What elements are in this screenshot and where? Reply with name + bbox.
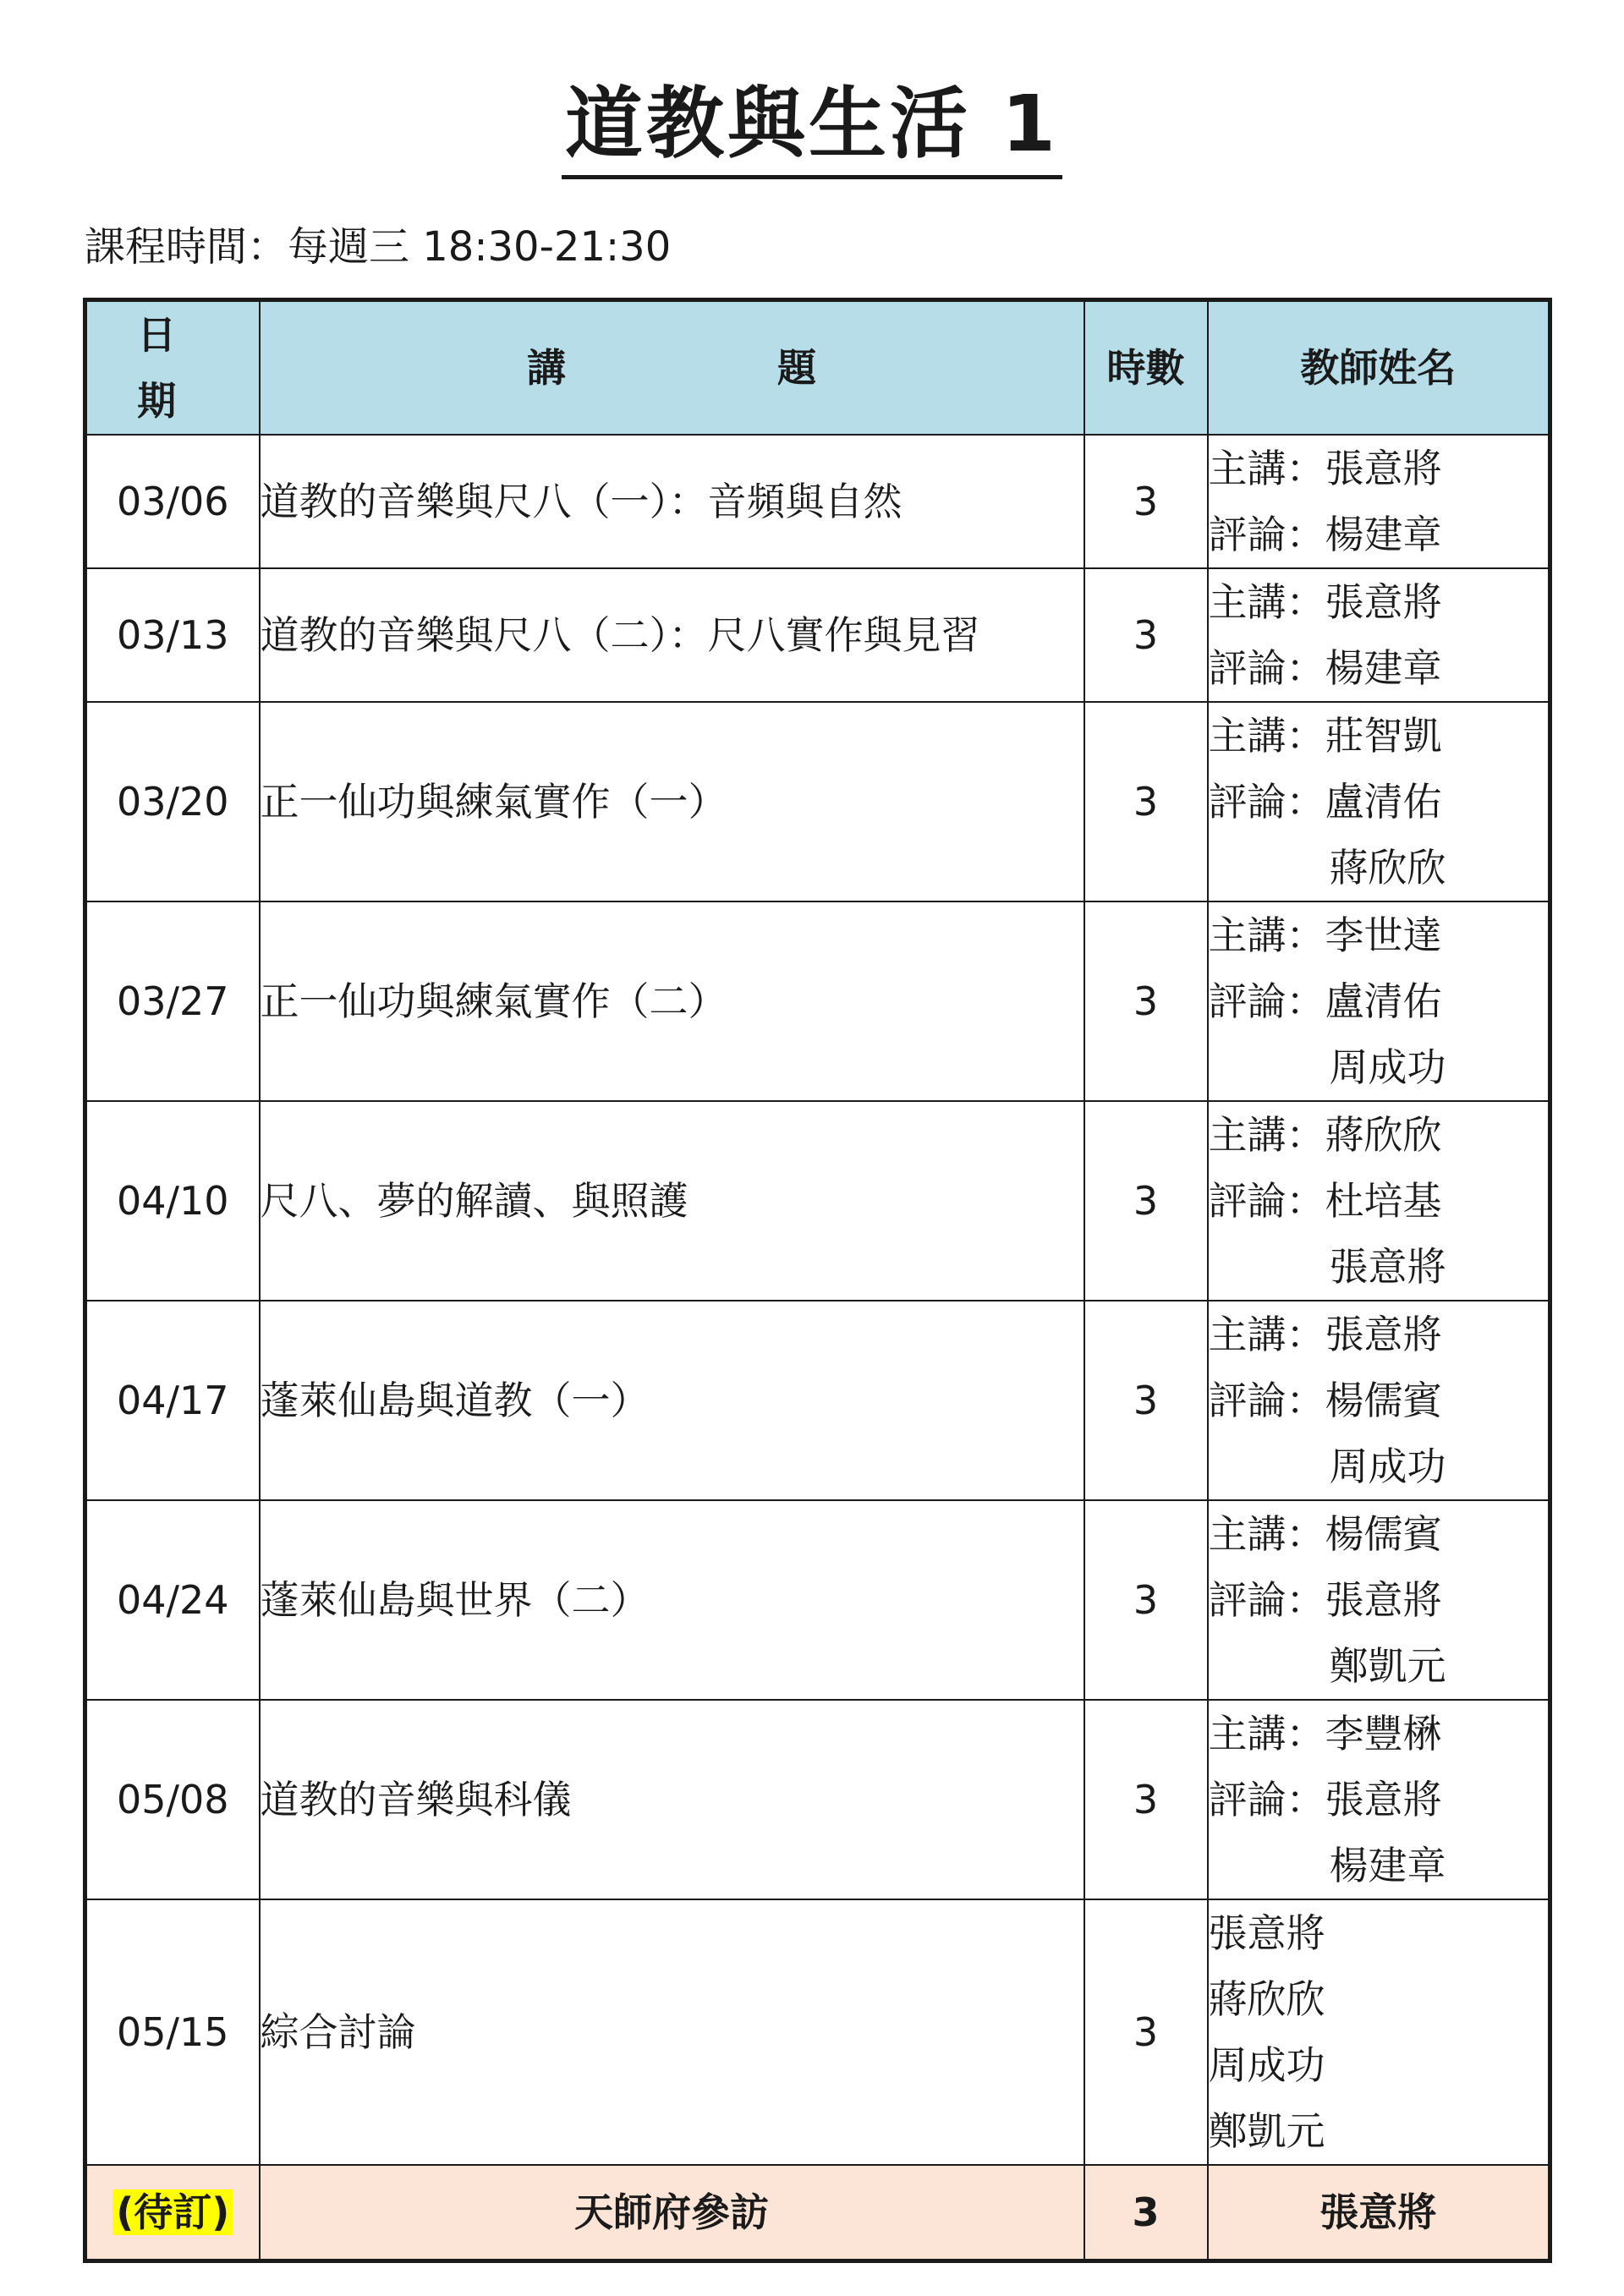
row-teachers [1208,1500,1550,1700]
row-date: 04/24 [85,1500,260,1700]
teacher-line: 鄭凱元 [1329,1643,1446,1689]
teacher-line: 主講：張意將 [1208,579,1442,625]
teacher-line: 評論：張意將 [1208,1777,1442,1822]
row-date: 05/08 [85,1700,260,1899]
table-row [85,1700,1550,1899]
teacher-line: 主講：蔣欣欣 [1208,1112,1442,1158]
row-hours: 3 [1084,1500,1208,1700]
special-topic: 天師府參訪 [260,2165,1084,2261]
special-date: (待訂) [112,2189,233,2235]
teacher-line: 主講：張意將 [1208,446,1442,491]
row-teachers [1208,435,1550,568]
row-teachers [1208,1899,1550,2165]
teacher-line: 主講：楊儒賓 [1208,1511,1442,1557]
teacher-line: 評論：楊儒賓 [1208,1378,1442,1423]
row-hours: 3 [1084,1700,1208,1899]
row-teachers [1208,1700,1550,1899]
header-date: 日 期 [85,300,260,436]
row-date: 04/10 [85,1101,260,1301]
row-teachers [1208,1101,1550,1301]
table-row [85,1101,1550,1301]
teacher-line: 楊建章 [1329,1843,1446,1888]
row-date: 03/06 [85,435,260,568]
row-date: 03/20 [85,702,260,901]
table-row [85,702,1550,901]
teacher-line: 周成功 [1329,1444,1446,1489]
teacher-line: 張意將 [1208,1910,1325,1956]
table-body [85,435,1550,2261]
header-topic: 講 題 [260,300,1084,436]
row-topic: 蓬萊仙島與世界（二） [260,1500,1084,1700]
row-teachers [1208,702,1550,901]
row-date: 05/15 [85,1899,260,2165]
teacher-line: 蔣欣欣 [1208,1976,1325,2022]
special-teacher: 張意將 [1208,2165,1550,2261]
teacher-line: 主講：李豐楙 [1208,1711,1442,1756]
row-hours: 3 [1084,901,1208,1101]
row-topic: 綜合討論 [260,1899,1084,2165]
teacher-line: 主講：莊智凱 [1208,713,1442,759]
row-topic: 道教的音樂與科儀 [260,1700,1084,1899]
teacher-line: 蔣欣欣 [1329,845,1446,890]
teacher-line: 主講：張意將 [1208,1312,1442,1357]
schedule-time: 課程時間：每週三 18:30-21:30 [85,223,672,271]
row-hours: 3 [1084,568,1208,702]
table-row [85,901,1550,1101]
course-table [83,298,1552,2263]
row-topic: 蓬萊仙島與道教（一） [260,1301,1084,1500]
row-hours: 3 [1084,1301,1208,1500]
teacher-line: 周成功 [1208,2042,1325,2088]
row-topic: 正一仙功與練氣實作（二） [260,901,1084,1101]
row-hours: 3 [1084,702,1208,901]
special-hours: 3 [1084,2165,1208,2261]
teacher-line: 評論：盧清佑 [1208,779,1442,825]
row-topic: 道教的音樂與尺八（一）：音頻與自然 [260,435,1084,568]
row-topic: 尺八、夢的解讀、與照護 [260,1101,1084,1301]
teacher-line: 評論：楊建章 [1208,512,1442,557]
row-hours: 3 [1084,1899,1208,2165]
row-date: 03/13 [85,568,260,702]
page-title-wrap [0,81,1624,179]
special-date-cell [85,2165,260,2261]
table-header-row [85,300,1550,436]
table-row [85,1301,1550,1500]
teacher-line: 評論：杜培基 [1208,1178,1442,1224]
special-row [85,2165,1550,2261]
teacher-line: 周成功 [1329,1044,1446,1090]
row-teachers [1208,1301,1550,1500]
teacher-line: 主講：李世達 [1208,912,1442,958]
page-title: 道教與生活 1 [562,81,1062,179]
header-hours: 時數 [1084,300,1208,436]
table-row [85,568,1550,702]
table-row [85,1899,1550,2165]
row-date: 03/27 [85,901,260,1101]
row-teachers [1208,901,1550,1101]
row-hours: 3 [1084,1101,1208,1301]
row-date: 04/17 [85,1301,260,1500]
row-topic: 道教的音樂與尺八（二）：尺八實作與見習 [260,568,1084,702]
header-teacher: 教師姓名 [1208,300,1550,436]
teacher-line: 鄭凱元 [1208,2108,1325,2154]
row-hours: 3 [1084,435,1208,568]
row-topic: 正一仙功與練氣實作（一） [260,702,1084,901]
teacher-line: 評論：盧清佑 [1208,978,1442,1024]
table-row [85,435,1550,568]
teacher-line: 張意將 [1329,1244,1446,1290]
table-row [85,1500,1550,1700]
teacher-line: 評論：楊建章 [1208,645,1442,691]
teacher-line: 評論：張意將 [1208,1577,1442,1623]
row-teachers [1208,568,1550,702]
